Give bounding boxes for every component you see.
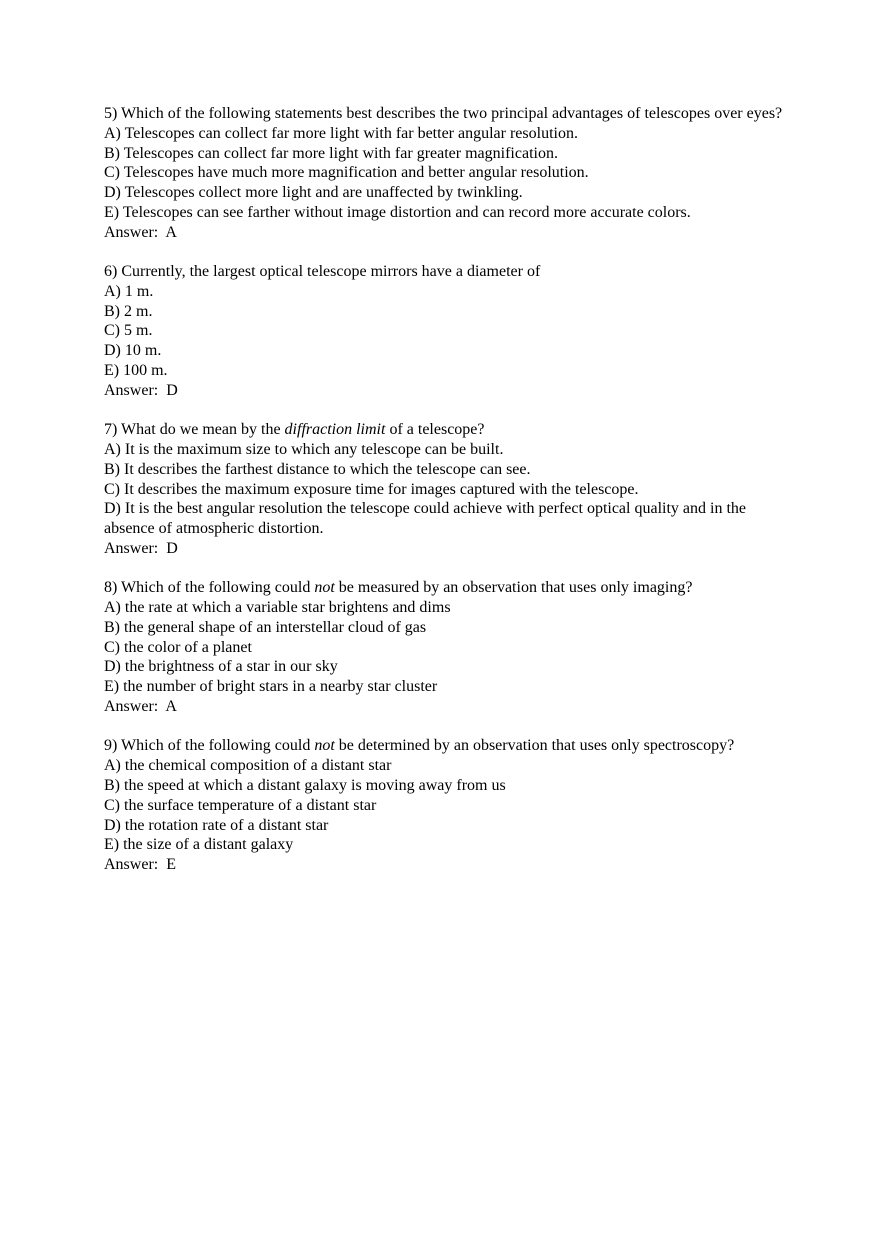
answer-line: Answer: A	[104, 223, 177, 241]
option-d: D) 10 m.	[104, 342, 162, 360]
option-b: B) Telescopes can collect far more light with far greater magnification.	[104, 144, 558, 162]
question-stem	[104, 578, 784, 598]
question-stem	[104, 420, 784, 440]
option-c: C) the color of a planet	[104, 638, 252, 656]
option-e: E) Telescopes can see farther without image distortion and can record more accurate colors.	[104, 203, 691, 221]
option-c: C) It describes the maximum exposure time for images captured with the telescope.	[104, 480, 639, 498]
option-c: C) Telescopes have much more magnification and better angular resolution.	[104, 164, 589, 182]
stem-text: of a telescope?	[385, 421, 485, 439]
option-c: C) 5 m.	[104, 322, 153, 340]
document-page	[104, 104, 784, 894]
option-d: D) the rotation rate of a distant star	[104, 816, 329, 834]
emphasized-term: diffraction limit	[284, 421, 386, 439]
answer-line: Answer: A	[104, 698, 177, 716]
stem-text: be measured by an observation that uses only imaging?	[334, 579, 693, 597]
question-5	[104, 104, 784, 243]
answer-line: Answer: D	[104, 381, 178, 399]
option-a: A) the rate at which a variable star brightens and dims	[104, 599, 451, 617]
question-stem	[104, 104, 784, 124]
question-stem	[104, 736, 784, 756]
emphasized-term: not	[314, 737, 335, 755]
question-7	[104, 420, 784, 559]
question-6	[104, 262, 784, 401]
option-b: B) the speed at which a distant galaxy is moving away from us	[104, 776, 506, 794]
question-9	[104, 736, 784, 875]
option-e: E) 100 m.	[104, 362, 168, 380]
option-b: B) 2 m.	[104, 302, 153, 320]
stem-text: 7) What do we mean by the	[104, 421, 285, 439]
option-e: E) the size of a distant galaxy	[104, 836, 294, 854]
stem-text: 9) Which of the following could	[104, 737, 315, 755]
option-a: A) Telescopes can collect far more light with far better angular resolution.	[104, 124, 578, 142]
stem-text: be determined by an observation that uses only spectroscopy?	[334, 737, 735, 755]
option-c: C) the surface temperature of a distant star	[104, 796, 377, 814]
option-d: D) Telescopes collect more light and are unaffected by twinkling.	[104, 184, 523, 202]
option-d: D) It is the best angular resolution the telescope could achieve with perfect optical quality and in the absence of atmospheric distortion.	[104, 500, 747, 538]
option-b: B) It describes the farthest distance to which the telescope can see.	[104, 460, 531, 478]
option-d: D) the brightness of a star in our sky	[104, 658, 338, 676]
option-e: E) the number of bright stars in a nearby star cluster	[104, 678, 438, 696]
stem-text: 6) Currently, the largest optical telescope mirrors have a diameter of	[104, 263, 541, 281]
option-a: A) 1 m.	[104, 282, 154, 300]
stem-text: 5) Which of the following statements best describes the two principal advantages of telescopes over eyes?	[104, 105, 783, 122]
option-b: B) the general shape of an interstellar cloud of gas	[104, 618, 427, 636]
answer-line: Answer: E	[104, 856, 176, 874]
question-8	[104, 578, 784, 717]
stem-text: 8) Which of the following could	[104, 579, 315, 597]
answer-line: Answer: D	[104, 539, 178, 557]
option-a: A) the chemical composition of a distant star	[104, 757, 392, 775]
question-stem	[104, 262, 784, 282]
emphasized-term: not	[314, 579, 335, 597]
option-a: A) It is the maximum size to which any telescope can be built.	[104, 440, 504, 458]
